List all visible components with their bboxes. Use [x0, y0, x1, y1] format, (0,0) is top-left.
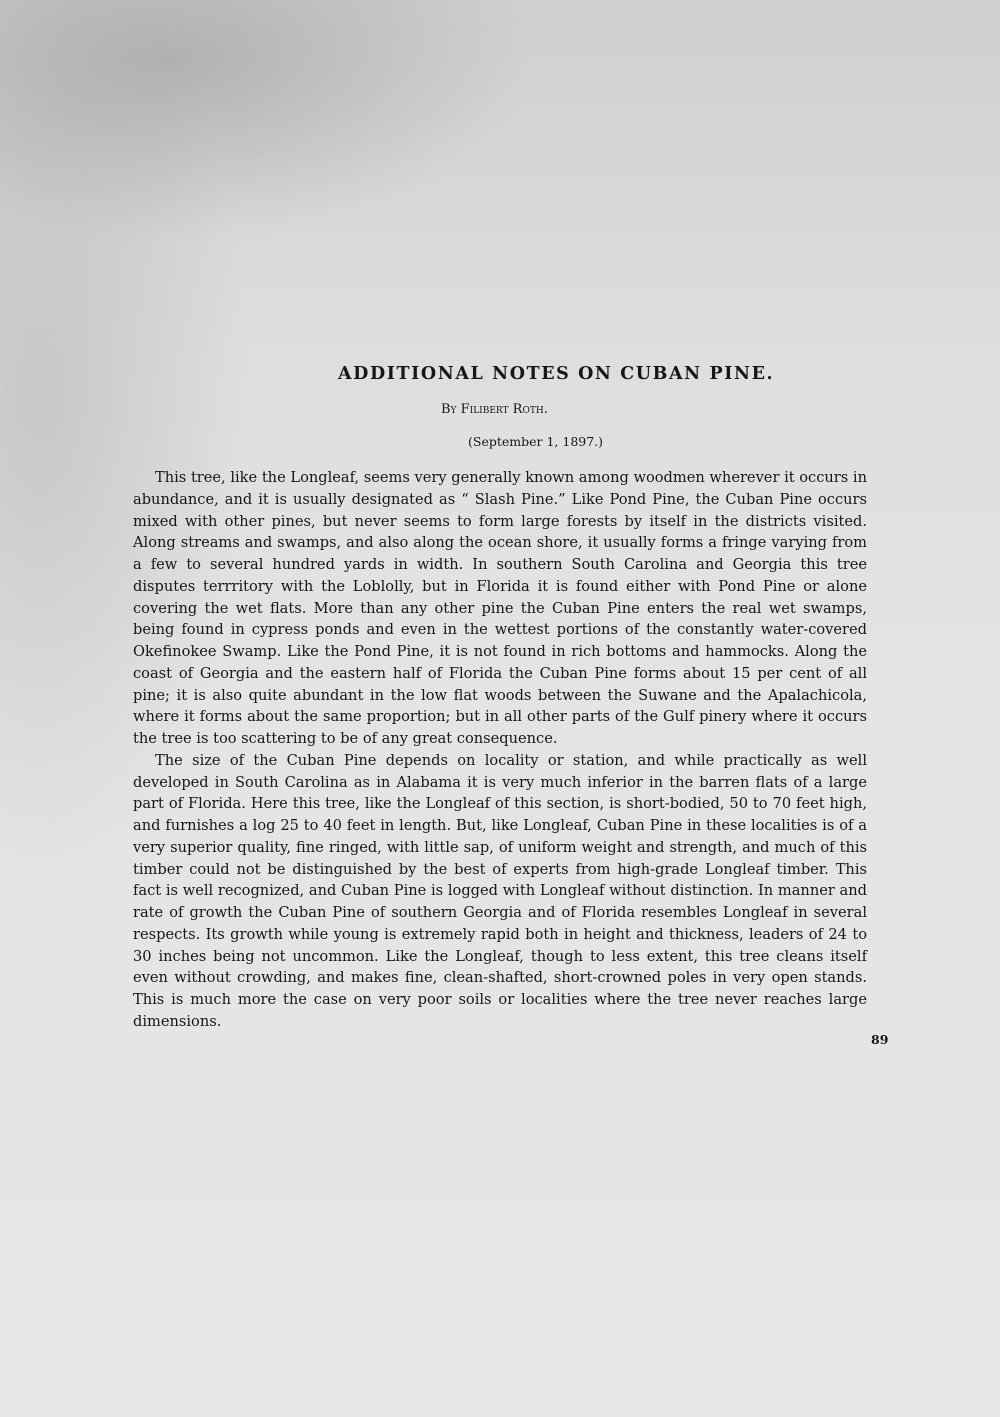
article-date: (September 1, 1897.)	[468, 434, 604, 449]
article-title: ADDITIONAL NOTES ON CUBAN PINE.	[338, 364, 775, 384]
paragraph: This tree, like the Longleaf, seems very generally known among woodmen wherever it occurs in abundance, and it is usually designated as “ Slash Pine.” Like Pond Pine, the Cuban Pine occurs mixed with other pines, but never seems to form large forests by itself in the districts visited. Along streams and swamps, and also along the ocean shore, it usually forms a fringe varying from a few to several hundred yards in width. In southern South Carolina and Georgia this tree disputes terrritory with the Loblolly, but in Florida it is found either with Pond Pine or alone covering the wet flats. More than any other pine the Cuban Pine enters the real wet swamps, being found in cypress ponds and even in the wettest portions of the constantly water-covered Okefinokee Swamp. Like the Pond Pine, it is not found in rich bottoms and hammocks. Along the coast of Georgia and the eastern half of Florida the Cuban Pine forms about 15 per cent of all pine; it is also quite abundant in the low flat woods between the Suwane and the Apalachicola, where it forms about the same proportion; but in all other parts of the Gulf pinery where it occurs the tree is too scattering to be of any great consequence.	[133, 469, 867, 747]
page-number: 89	[871, 1032, 889, 1047]
article-byline: By Filibert Roth.	[441, 402, 548, 417]
paragraph: The size of the Cuban Pine depends on locality or station, and while practically as well developed in South Carolina as in Alabama it is very much inferior in the barren flats of a large part of Florida. Here this tree, like the Longleaf of this section, is short-bodied, 50 to 70 feet high, and furnishes a log 25 to 40 feet in length. But, like Longleaf, Cuban Pine in these localities is of a very superior quality, fine ringed, with little sap, of uniform weight and strength, and much of this timber could not be distinguished by the best of experts from high-grade Longleaf timber. This fact is well recognized, and Cuban Pine is logged with Longleaf without distinction. In manner and rate of growth the Cuban Pine of southern Georgia and of Florida resembles Longleaf in several respects. Its growth while young is extremely rapid both in height and thickness, leaders of 24 to 30 inches being not uncommon. Like the Longleaf, though to less extent, this tree cleans itself even without crowding, and makes fine, clean-shafted, short-crowned poles in very open stands. This is much more the case on very poor soils or localities where the tree never reaches large dimensions.	[133, 751, 867, 1030]
article-body	[133, 467, 867, 1033]
